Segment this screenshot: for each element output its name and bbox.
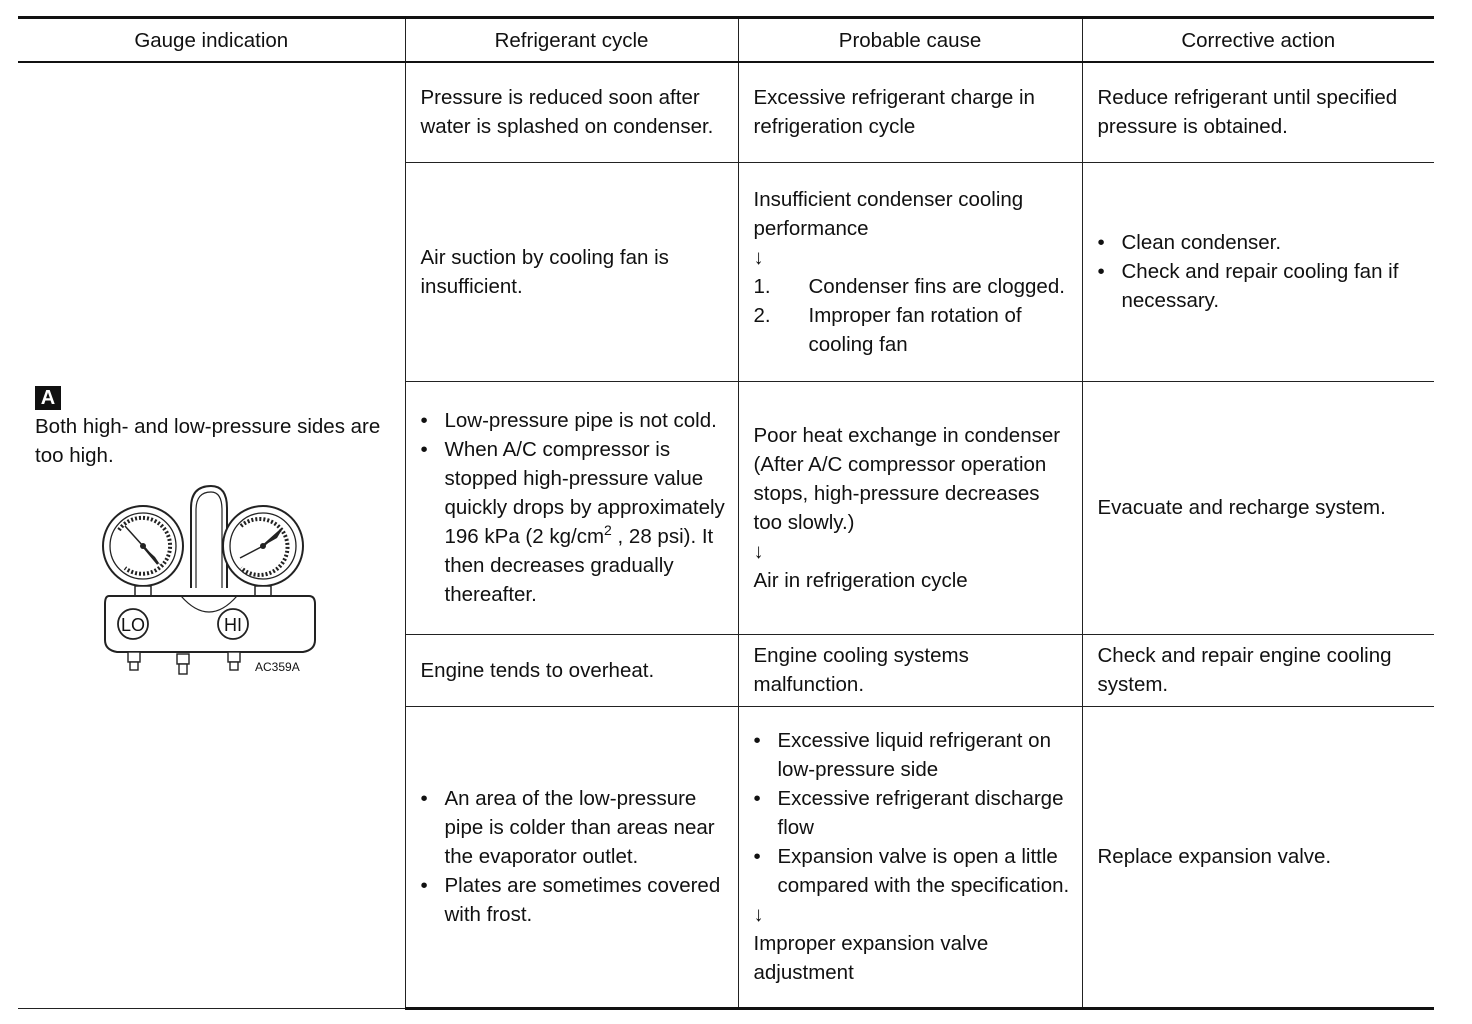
row3-cause [738, 381, 1082, 634]
list-item: • When A/C compressor is stopped high-pressure value quickly drops by approximately 196 kPa (2 $kg/cm^2$ , 28 psi). It then decreases gradually thereafter. [421, 435, 730, 609]
gauge-indication-cell [18, 62, 405, 1008]
list-item: • Expansion valve is open a little compared with the specification. [754, 842, 1074, 900]
header-gauge-indication: Gauge indication [18, 18, 405, 63]
header-refrigerant-cycle: Refrigerant cycle [405, 18, 738, 63]
list-item: 2. Improper fan rotation of cooling fan [753, 303, 1022, 356]
row3-cause-intro: Poor heat exchange in condenser [753, 423, 1061, 447]
row2-cause-intro: Insufficient condenser cooling performance [753, 187, 1024, 240]
lo-label: LO [120, 614, 146, 635]
list-item: • Clean condenser. [1098, 228, 1427, 257]
row5-cause-result: Improper expansion valve adjustment [753, 932, 989, 984]
row5-cycle [405, 706, 738, 1008]
gauge-description: Both high- and low-pressure sides are too high. [35, 414, 381, 467]
row5-cause [738, 706, 1082, 1008]
list-item: • An area of the low-pressure pipe is colder than areas near the evaporator outlet. [421, 784, 730, 871]
down-arrow-icon: ↓ [753, 539, 764, 563]
list-item: 1. Condenser fins are clogged. [753, 274, 1065, 298]
row2-cause-list [754, 272, 1074, 359]
row3-cycle-list [421, 406, 730, 609]
hi-label: HI [224, 614, 242, 635]
list-item: • Excessive refrigerant discharge flow [754, 784, 1074, 842]
row3-action: Evacuate and recharge system. [1082, 381, 1434, 634]
row5-cycle-list [421, 784, 730, 929]
row2-cycle: Air suction by cooling fan is insufficient. [405, 162, 738, 381]
row4-cycle: Engine tends to overheat. [405, 634, 738, 706]
table-header-row [18, 18, 1434, 63]
row2-cause [738, 162, 1082, 381]
list-item: • Low-pressure pipe is not cold. [421, 406, 730, 435]
row4-action: Check and repair engine cooling system. [1082, 634, 1434, 706]
header-probable-cause: Probable cause [738, 18, 1082, 63]
row1-action: Reduce refrigerant until specified pressure is obtained. [1082, 62, 1434, 162]
header-corrective-action: Corrective action [1082, 18, 1434, 63]
gauge-badge: A [35, 386, 61, 410]
row2-action-list [1098, 228, 1427, 315]
row1-cause: Excessive refrigerant charge in refrigeration cycle [738, 62, 1082, 162]
row3-cause-note: (After A/C compressor operation stops, high-pressure decreases too slowly.) [753, 452, 1047, 534]
row1-cycle: Pressure is reduced soon after water is splashed on condenser. [405, 62, 738, 162]
down-arrow-icon: ↓ [753, 903, 764, 926]
row5-cause-list [754, 726, 1074, 900]
row2-action [1082, 162, 1434, 381]
list-item: • Excessive liquid refrigerant on low-pressure side [754, 726, 1074, 784]
row3-cause-result: Air in refrigeration cycle [753, 568, 968, 592]
row5-action: Replace expansion valve. [1082, 706, 1434, 1008]
list-item: • Plates are sometimes covered with frost. [421, 871, 730, 929]
down-arrow-icon: ↓ [753, 245, 764, 269]
troubleshooting-table [18, 16, 1434, 1010]
table-row [18, 62, 1434, 162]
figure-id: AC359A [255, 659, 300, 674]
list-item: • Check and repair cooling fan if necessary. [1098, 257, 1427, 315]
row3-cycle [405, 381, 738, 634]
row4-cause: Engine cooling systems malfunction. [738, 634, 1082, 706]
manifold-gauge-icon [95, 478, 335, 688]
